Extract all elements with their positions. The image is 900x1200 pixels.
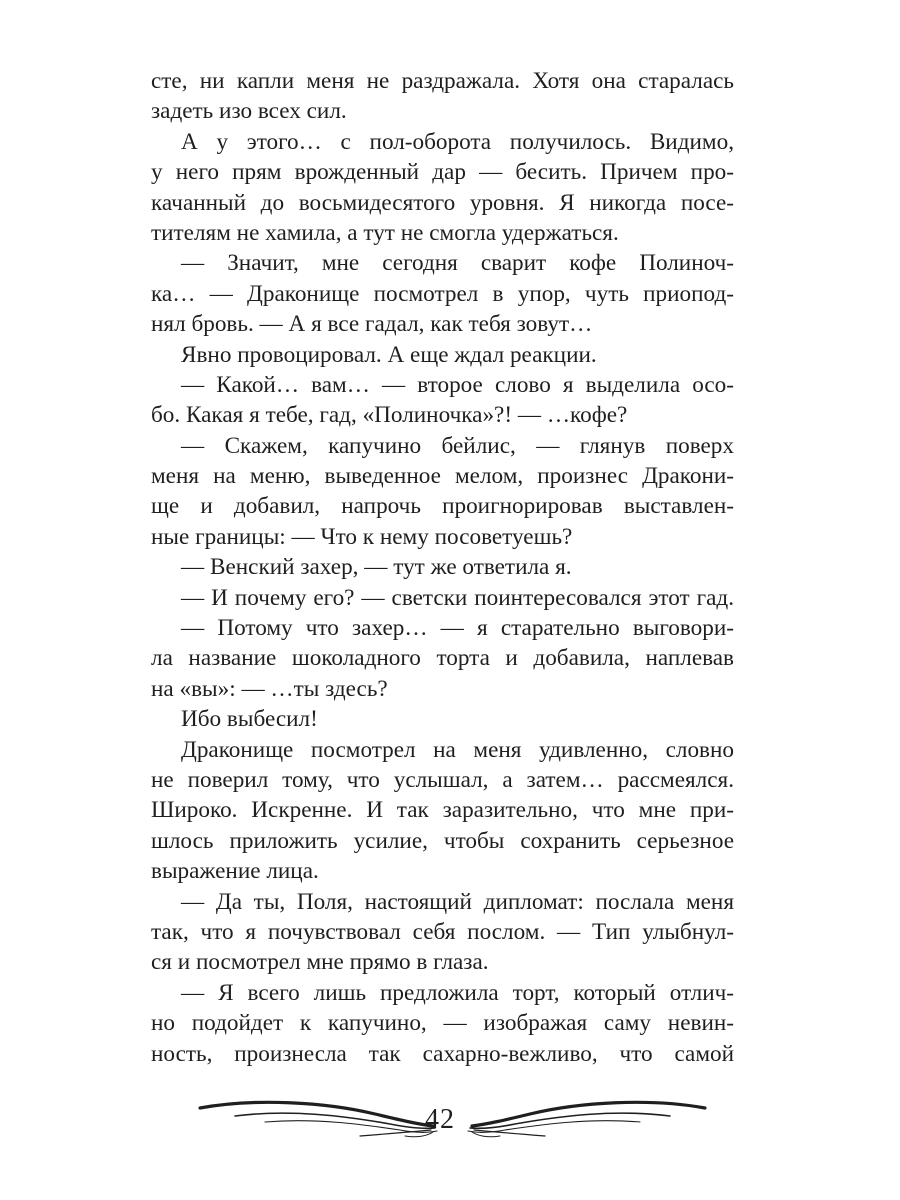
text-line: — Какой… вам… — второе слово я выделила осо- <box>181 371 734 398</box>
text-line: у него прям врожденный дар — бесить. Причем про- <box>151 159 734 186</box>
text-line: качанный до восьмидесятого уровня. Я никогда посе- <box>151 189 734 216</box>
text-line: задеть изо всех сил. <box>151 98 347 125</box>
text-line: нял бровь. — А я все гадал, как тебя зовут… <box>151 311 593 338</box>
text-line: — Я всего лишь предложила торт, который отлич- <box>181 979 734 1006</box>
text-line: на «вы»: — …ты здесь? <box>151 675 388 702</box>
text-line: так, что я почувствовал себя послом. — Тип улыбнул- <box>151 918 734 945</box>
text-line: — Да ты, Поля, настоящий дипломат: послала меня <box>181 888 734 915</box>
body-text <box>151 66 734 1069</box>
text-line: выражение лица. <box>151 858 319 885</box>
text-line: А у этого… с пол-оборота получилось. Видимо, <box>181 128 734 155</box>
text-line: меня на меню, выведенное мелом, произнес Дракони- <box>151 463 734 490</box>
text-line: не поверил тому, что услышал, а затем… рассмеялся. <box>151 766 734 793</box>
text-line: Ибо выбесил! <box>181 706 318 733</box>
page-number: 42 <box>425 1104 455 1135</box>
text-line: Широко. Искренне. И так заразительно, что мне при- <box>151 797 734 824</box>
text-line: сте, ни капли меня не раздражала. Хотя она старалась <box>151 68 734 94</box>
text-line: тителям не хамила, а тут не смогла удержаться. <box>151 219 619 246</box>
text-line: — Скажем, капучино бейлис, — глянув поверх <box>181 432 734 459</box>
page-footer <box>150 1096 750 1146</box>
text-line: ще и добавил, напрочь проигнорировав выставлен- <box>151 493 734 520</box>
text-line: — И почему его? — светски поинтересовался этот гад. <box>181 584 734 611</box>
text-line: ка… — Драконище посмотрел в упор, чуть приопод- <box>151 280 734 307</box>
text-line: — Потому что захер… — я старательно выговори- <box>181 615 734 642</box>
text-line: Драконище посмотрел на меня удивленно, словно <box>181 736 734 763</box>
text-line: шлось приложить усилие, чтобы сохранить серьезное <box>151 827 734 854</box>
text-line: Явно провоцировал. А еще ждал реакции. <box>181 341 597 368</box>
text-line: ся и посмотрел мне прямо в глаза. <box>151 949 489 976</box>
text-line: — Венский захер, — тут же ответила я. <box>181 554 572 581</box>
text-line: ные границы: — Что к нему посоветуешь? <box>151 523 573 550</box>
text-line: бо. Какая я тебе, гад, «Полиночка»?! — …кофе? <box>151 402 628 429</box>
text-line: ла название шоколадного торта и добавила, наплевав <box>151 645 734 672</box>
text-line: — Значит, мне сегодня сварит кофе Полиноч- <box>181 250 734 277</box>
right-flourish-icon <box>460 1096 710 1146</box>
text-line: но подойдет к капучино, — изображая саму невин- <box>151 1010 734 1037</box>
text-line: ность, произнесла так сахарно-вежливо, что самой <box>151 1040 734 1067</box>
